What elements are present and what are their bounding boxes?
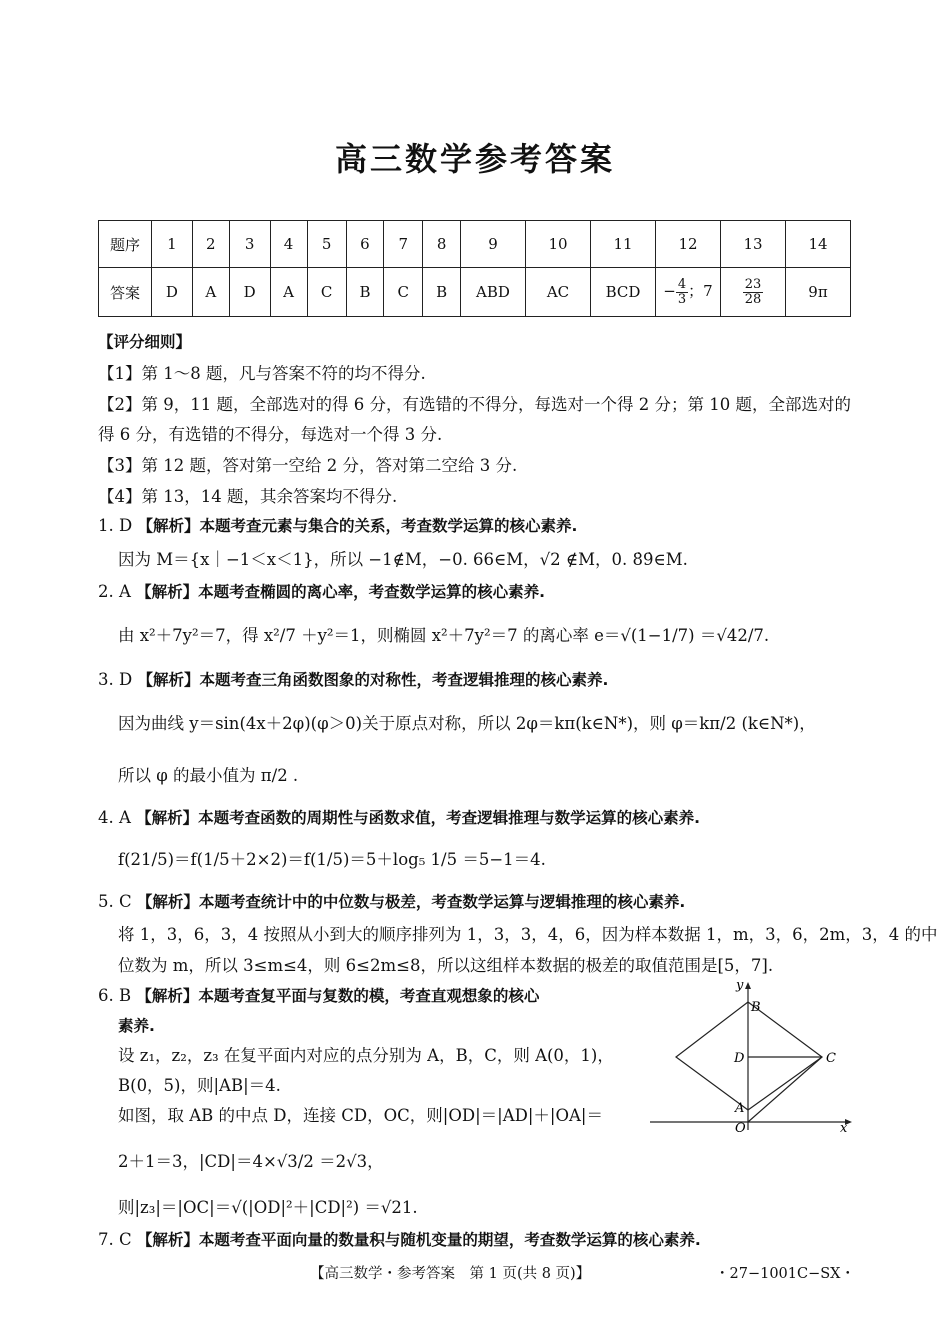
q6-number: 6. B	[98, 986, 132, 1005]
question-number: 14	[786, 221, 851, 268]
q7-analysis-title: 【解析】本题考查平面向量的数量积与随机变量的期望，考查数学运算的核心素养.	[136, 1231, 701, 1249]
y-axis-arrow	[745, 982, 751, 989]
answer-cell-13	[721, 268, 786, 317]
q7-number: 7. C	[98, 1230, 132, 1249]
question-number: 9	[461, 221, 526, 268]
complex-plane-figure	[640, 975, 855, 1135]
label-x: x	[840, 1121, 848, 1135]
answer-cell: AC	[526, 268, 591, 317]
q3-solution-line-1: 因为曲线 y＝sin(4x＋2φ)(φ＞0)关于原点对称，所以 2φ＝kπ(k∈N*)，则 φ＝kπ/2 (k∈N*)，	[118, 714, 816, 733]
question-number: 4	[270, 221, 307, 268]
answer-cell: B	[346, 268, 384, 317]
answer-cell: A	[192, 268, 229, 317]
answer-cell: C	[384, 268, 423, 317]
q2-analysis-title: 【解析】本题考查椭圆的离心率，考查数学运算的核心素养.	[136, 583, 546, 601]
answer-row-header: 答案	[99, 268, 152, 317]
q2-number: 2. A	[98, 582, 131, 601]
answer-cell: B	[423, 268, 461, 317]
q7-heading	[98, 1228, 858, 1250]
number-row-header: 题序	[99, 221, 152, 268]
answer-12-fraction	[676, 278, 688, 306]
segment-oc	[748, 1057, 822, 1122]
rule-2-continued: 得 6 分，有选错的不得分，每选对一个得 3 分.	[98, 425, 443, 444]
label-o: O	[735, 1121, 746, 1135]
question-number: 8	[423, 221, 461, 268]
q6-line-3: 如图，取 AB 的中点 D，连接 CD，OC，则|OD|＝|AD|＋|OA|＝	[118, 1106, 603, 1125]
q3-heading	[98, 668, 858, 690]
question-number: 1	[152, 221, 193, 268]
question-number: 7	[384, 221, 423, 268]
answer-12-tail: ；7	[688, 282, 713, 300]
answer-cell: BCD	[591, 268, 656, 317]
rule-1: 【1】第 1～8 题，凡与答案不符的均不得分.	[98, 364, 426, 383]
q6-line-1: 设 z₁，z₂，z₃ 在复平面内对应的点分别为 A，B，C，则 A(0，1)，	[118, 1046, 614, 1065]
rule-4: 【4】第 13，14 题，其余答案均不得分.	[98, 487, 398, 506]
q1-heading	[98, 514, 858, 536]
footer-page-info: 【高三数学・参考答案 第 1 页(共 8 页)】	[310, 1266, 591, 1282]
q4-number: 4. A	[98, 808, 131, 827]
q3-number: 3. D	[98, 670, 133, 689]
q4-heading	[98, 806, 858, 828]
q5-number: 5. C	[98, 892, 132, 911]
question-number: 11	[591, 221, 656, 268]
q6-analysis-title: 【解析】本题考查复平面与复数的模，考查直观想象的核心	[136, 987, 540, 1005]
q4-analysis-title: 【解析】本题考查函数的周期性与函数求值，考查逻辑推理与数学运算的核心素养.	[136, 809, 701, 827]
answer-12-denominator: 3	[677, 291, 687, 307]
answer-12-numerator: 4	[677, 276, 687, 292]
question-number: 2	[192, 221, 229, 268]
q1-number: 1. D	[98, 516, 133, 535]
answer-cell: C	[307, 268, 346, 317]
label-c: C	[826, 1051, 836, 1066]
q6-line-4: 2＋1＝3，|CD|＝4×√3/2 ＝2√3，	[118, 1152, 384, 1171]
rule-2: 【2】第 9，11 题，全部选对的得 6 分，有选错的不得分，每选对一个得 2 分；第 10 题，全部选对的	[98, 395, 851, 414]
q2-heading	[98, 580, 858, 602]
q1-solution: 因为 M＝{x｜−1＜x＜1}，所以 −1∉M，−0. 66∈M，√2 ∉M，0. 8̇9̇∈M.	[118, 550, 688, 569]
q5-heading	[98, 890, 858, 912]
answer-cell: D	[229, 268, 270, 317]
q5-analysis-title: 【解析】本题考查统计中的中位数与极差，考查数学运算与逻辑推理的核心素养.	[136, 893, 686, 911]
q1-analysis-title: 【解析】本题考查元素与集合的关系，考查数学运算的核心素养.	[137, 517, 578, 535]
answer-13-numerator: 23	[744, 276, 762, 292]
q3-analysis-title: 【解析】本题考查三角函数图象的对称性，考查逻辑推理的核心素养.	[137, 671, 609, 689]
answer-cell: ABD	[461, 268, 526, 317]
question-number: 6	[346, 221, 384, 268]
q6-line-2: B(0，5)，则|AB|＝4.	[118, 1076, 281, 1095]
answer-cell: D	[152, 268, 193, 317]
rules-heading: 【评分细则】	[98, 333, 192, 351]
question-number: 5	[307, 221, 346, 268]
label-y: y	[736, 978, 744, 993]
q5-solution-line-2: 位数为 m，所以 3≤m≤4，则 6≤2m≤8，所以这组样本数据的极差的取值范围是[5，7].	[118, 956, 774, 975]
page-title: 高三数学参考答案	[334, 140, 615, 178]
answer-table	[98, 220, 851, 317]
q6-analysis-title-cont: 素养.	[118, 1017, 155, 1035]
footer-code: ・27−1001C−SX・	[715, 1266, 856, 1282]
rule-3: 【3】第 12 题，答对第一空给 2 分，答对第二空给 3 分.	[98, 456, 518, 475]
rhombus	[676, 1002, 822, 1110]
answer-13-denominator: 28	[744, 291, 762, 307]
answer-cell: A	[270, 268, 307, 317]
label-b: B	[751, 1000, 761, 1015]
answer-table-answer-row	[99, 268, 851, 317]
answer-12-sign: −	[663, 282, 676, 300]
q4-solution: f(21/5)＝f(1/5＋2×2)＝f(1/5)＝5＋log₅ 1/5 ＝5−1＝4.	[118, 850, 546, 869]
q5-solution-line-1: 将 1，3，6，3，4 按照从小到大的顺序排列为 1，3，3，4，6，因为样本数据 1，m，3，6，2m，3，4 的中	[118, 925, 938, 944]
q6-line-5: 则|z₃|＝|OC|＝√(|OD|²＋|CD|²) ＝√21.	[118, 1198, 418, 1217]
answer-13-fraction	[743, 278, 764, 306]
question-number: 12	[656, 221, 721, 268]
q2-solution: 由 x²＋7y²＝7，得 x²/7 ＋y²＝1，则椭圆 x²＋7y²＝7 的离心率 e＝√(1−1/7) ＝√42/7.	[118, 626, 770, 645]
question-number: 10	[526, 221, 591, 268]
label-d: D	[734, 1051, 745, 1066]
question-number: 3	[229, 221, 270, 268]
question-number: 13	[721, 221, 786, 268]
q3-solution-line-2: 所以 φ 的最小值为 π/2 .	[118, 766, 299, 785]
answer-table-number-row	[99, 221, 851, 268]
label-a: A	[735, 1101, 745, 1116]
answer-cell-12	[656, 268, 721, 317]
answer-cell: 9π	[786, 268, 851, 317]
